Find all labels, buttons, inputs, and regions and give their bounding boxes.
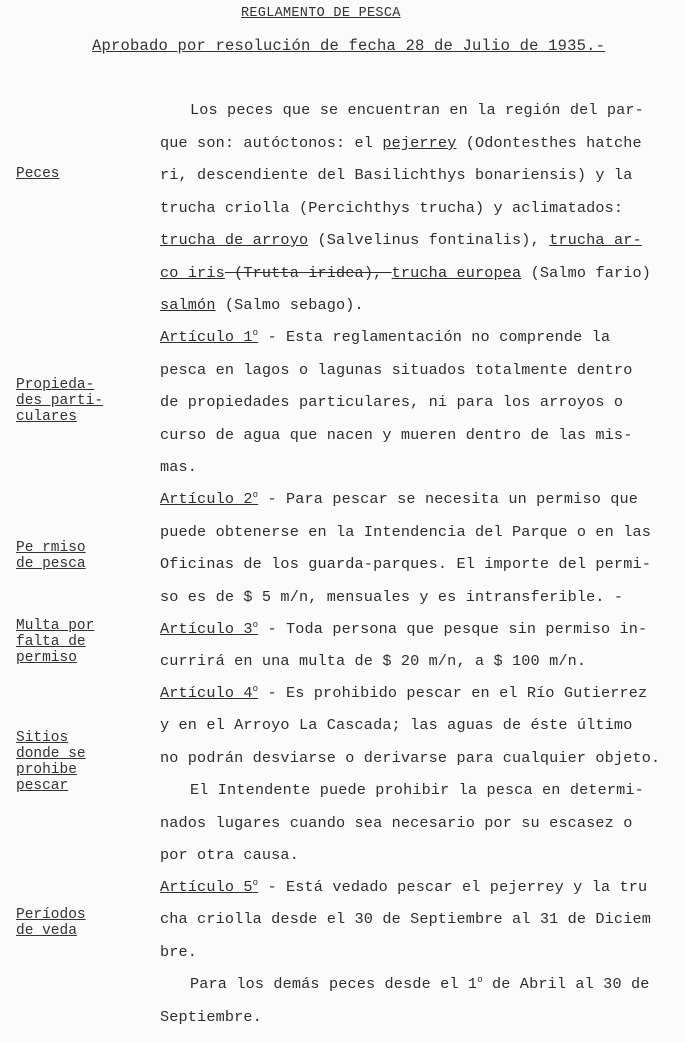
body-line: ri, descendiente del Basilichthys bonariensis) y la [160,166,633,184]
text: - Está vedado pescar el pejerrey y la tru [258,878,648,896]
text: Artículo 5 [160,878,253,896]
text: (Salmo fario) [521,264,652,282]
margin-note-line: de veda [16,923,77,939]
body-line: so es de $ 5 m/n, mensuales y es intransferible. - [160,588,624,606]
degree: o [252,684,259,694]
body-line: pesca en lagos o lagunas situados totalmente dentro [160,361,633,379]
degree: o [252,328,259,338]
species-trucha-arco-iris: trucha ar- [549,231,642,249]
body-line: de propiedades particulares, ni para los arroyos o [160,393,624,411]
text: (Salvelinus fontinalis), [308,231,550,249]
body-line: Septiembre. [160,1008,262,1026]
margin-note-line: pescar [16,778,69,794]
margin-note-line: de pesca [16,556,86,572]
margin-note-line: Propieda- [16,377,95,393]
article-5 [160,878,647,896]
body-line: Oficinas de los guarda-parques. El importe del permi- [160,555,651,573]
margin-note-line: permiso [16,650,77,666]
text: Artículo 4 [160,684,253,702]
body-line: El Intendente puede prohibir la pesca en determi- [190,781,644,799]
body-line: cha criolla desde el 30 de Septiembre al 31 de Diciem [160,910,651,928]
subtitle-text: Aprobado por resolución de fecha 28 de Julio de 1935.- [92,37,606,55]
margin-note-propiedades [16,377,103,425]
text: Artículo 2 [160,490,253,508]
article-label [160,490,258,508]
body-line: curso de agua que nacen y mueren dentro de las mis- [160,426,633,444]
text: Para los demás peces desde el 1 [190,975,478,993]
margin-note-line: des parti- [16,393,104,409]
species-trucha-europea: trucha europea [391,264,522,282]
margin-note-line: prohibe [16,762,77,778]
article-1 [160,328,610,346]
degree: o [252,490,259,500]
text: de Abril al 30 de [482,975,650,993]
text: (Salmo sebago). [215,296,364,314]
margin-note-sitios [16,730,86,794]
species-trucha-arco-iris: co iris [160,264,225,282]
body-line: bre. [160,943,198,961]
body-line: Los peces que se encuentran en la región del par- [190,101,644,119]
body-line [160,296,364,314]
body-line [160,134,642,152]
margin-note-line: Períodos [16,907,86,923]
article-label [160,328,258,346]
body-line: trucha criolla (Percichthys trucha) y aclimatados: [160,199,624,217]
margin-note-line: falta de [16,634,86,650]
article-label [160,878,258,896]
body-line [160,264,651,282]
margin-note-line: Pe rmiso [16,540,86,556]
species-pejerrey: pejerrey [382,134,457,152]
body-line: puede obtenerse en la Intendencia del Parque o en las [160,523,651,541]
margin-note-line: culares [16,409,77,425]
margin-note-multa [16,618,94,666]
text: - Esta reglamentación no comprende la [258,328,611,346]
document-subtitle [92,37,605,55]
margin-note-periodos [16,907,86,939]
margin-note-line: Peces [16,166,60,182]
body-line: y en el Arroyo La Cascada; las aguas de éste último [160,716,633,734]
margin-note-line: donde se [16,746,86,762]
article-label [160,684,258,702]
text: - Toda persona que pesque sin permiso in- [258,620,648,638]
text: (Trutta iridea), [224,264,392,282]
document-title: REGLAMENTO DE PESCA [241,6,401,21]
body-line: no podrán desviarse o derivarse para cualquier objeto. [160,749,661,767]
margin-note-line: Multa por [16,618,95,634]
degree: o [477,975,483,985]
species-trucha-arroyo: trucha de arroyo [160,231,309,249]
article-2 [160,490,638,508]
body-line: nados lugares cuando sea necesario por su escasez o [160,814,633,832]
text: - Es prohibido pescar en el Río Gutierrez [258,684,648,702]
body-line: currirá en una multa de $ 20 m/n, a $ 100 m/n. [160,652,587,670]
body-line [160,231,642,249]
article-4 [160,684,647,702]
margin-note-line: Sitios [16,730,69,746]
text: Artículo 3 [160,620,253,638]
article-label [160,620,258,638]
degree: o [252,620,259,630]
text: Artículo 1 [160,328,253,346]
body-line [190,975,650,993]
species-salmon: salmón [160,296,216,314]
body-line: mas. [160,458,198,476]
text: - Para pescar se necesita un permiso que [258,490,639,508]
text: (Odontesthes hatche [456,134,642,152]
degree: o [252,878,259,888]
margin-note-permiso [16,540,86,572]
text: que son: autóctonos: el [160,134,383,152]
body-line: por otra causa. [160,846,299,864]
margin-note-peces [16,166,60,182]
article-3 [160,620,647,638]
